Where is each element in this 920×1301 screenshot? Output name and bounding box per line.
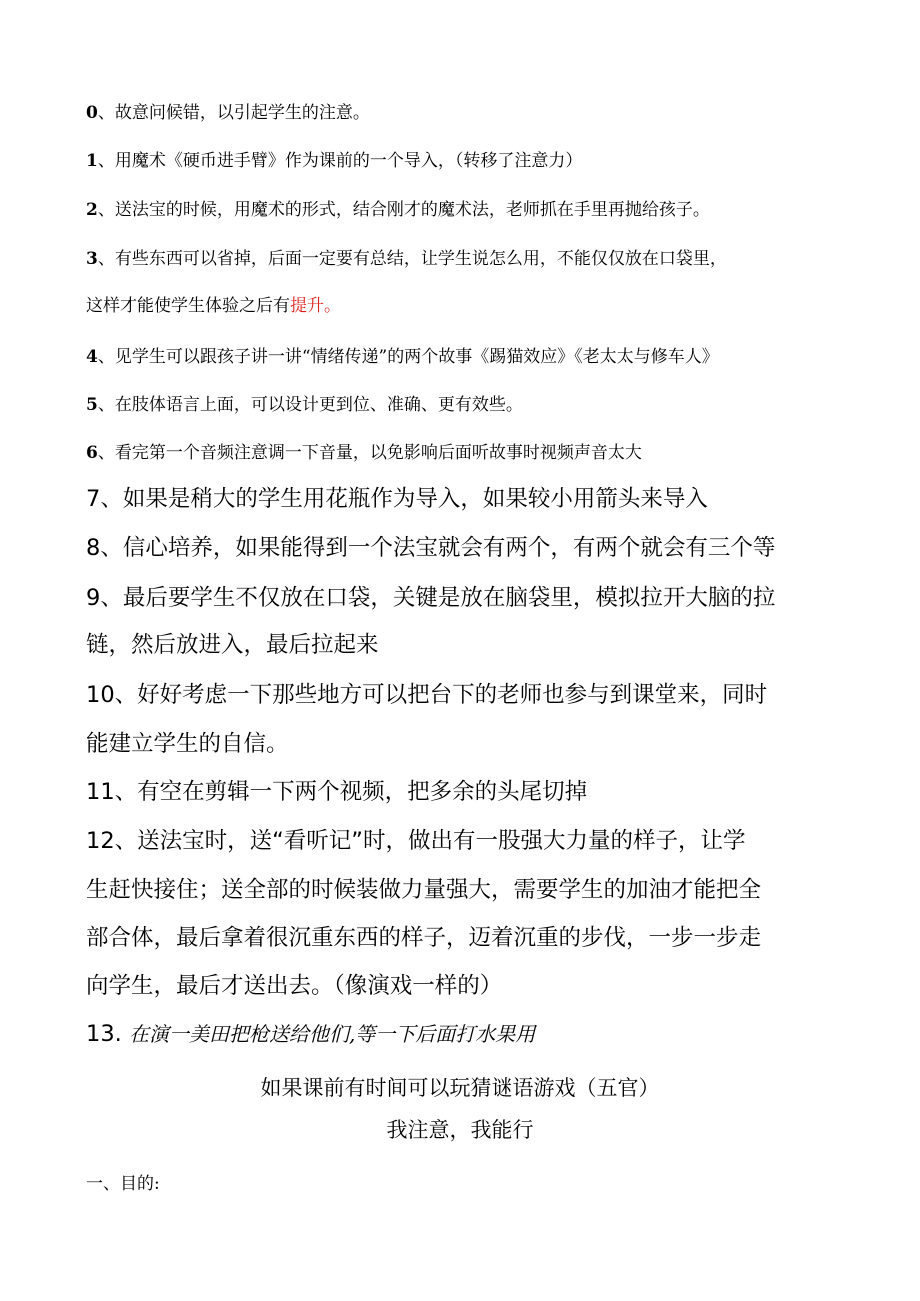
note-text: 、如果是稍大的学生用花瓶作为导入，如果较小用箭头来导入	[100, 486, 708, 512]
note-text: 、在肢体语言上面，可以设计更到位、准确、更有效些。	[97, 395, 523, 415]
note-text: 、好好考虑一下那些地方可以把台下的老师也参与到课堂来，同时	[114, 682, 768, 708]
note-1	[86, 146, 582, 171]
note-number: 2	[86, 200, 98, 220]
section-heading: 一、目的:	[86, 1174, 160, 1194]
note-number: 12	[86, 828, 115, 854]
note-0	[86, 98, 370, 123]
note-number: 0	[86, 103, 98, 123]
note-text: 、送法宝的时候，用魔术的形式，结合刚才的魔术法，老师抓在手里再抛给孩子。	[97, 200, 710, 220]
note-text: 、有空在剪辑一下两个视频，把多余的头尾切掉	[114, 779, 588, 805]
note-12-continued	[86, 872, 761, 904]
note-number: 11	[86, 779, 115, 805]
note-text: 、见学生可以跟孩子讲一讲“情绪传递”的两个故事《踢猫效应》《老太太与修车人》	[97, 347, 719, 367]
note-8	[86, 530, 775, 562]
note-text: 、有些东西可以省掉，后面一定要有总结，让学生说怎么用，不能仅仅放在口袋里，	[97, 249, 727, 269]
note-9-continued	[86, 627, 379, 659]
note-text: 能建立学生的自信。	[86, 731, 289, 757]
note-2	[86, 195, 710, 220]
note-text: 、故意问候错，以引起学生的注意。	[97, 103, 370, 123]
note-7	[86, 481, 708, 513]
note-13	[86, 1018, 535, 1047]
note-number: 7	[86, 486, 101, 512]
note-text: 向学生，最后才送出去。（像演戏一样的）	[86, 973, 503, 999]
note-4	[86, 342, 719, 367]
note-3-continued	[86, 291, 341, 316]
note-number: 13.	[86, 1021, 122, 1047]
note-10	[86, 677, 767, 709]
note-number: 4	[86, 347, 98, 367]
note-3	[86, 244, 727, 269]
note-text: 在演一美田把枪送给他们,等一下后面打水果用	[128, 1022, 536, 1046]
note-text-end: 。	[324, 296, 341, 316]
note-12-continued-3	[86, 968, 502, 1000]
note-number: 3	[86, 249, 98, 269]
note-number: 5	[86, 395, 98, 415]
note-number: 8	[86, 535, 101, 561]
note-text: 、最后要学生不仅放在口袋，关键是放在脑袋里，模拟拉开大脑的拉	[100, 585, 776, 611]
note-6	[86, 438, 642, 463]
note-number: 10	[86, 682, 115, 708]
note-text: 、送法宝时，送“看听记”时，做出有一股强大力量的样子，让学	[114, 828, 746, 854]
note-9	[86, 580, 775, 612]
note-text: 部合体，最后拿着很沉重东西的样子，迈着沉重的步伐，一步一步走	[86, 925, 762, 951]
note-text: 链，然后放进入，最后拉起来	[86, 632, 379, 658]
note-text: 、信心培养，如果能得到一个法宝就会有两个，有两个就会有三个等	[100, 535, 776, 561]
note-10-continued	[86, 726, 289, 758]
note-text: 生赶快接住；送全部的时候装做力量强大，需要学生的加油才能把全	[86, 877, 762, 903]
note-5	[86, 390, 523, 415]
note-12-continued-2	[86, 920, 761, 952]
note-text: 、看完第一个音频注意调一下音量，以免影响后面听故事时视频声音太大	[97, 443, 642, 463]
note-number: 6	[86, 443, 98, 463]
note-text: 、用魔术《硬币进手臂》作为课前的一个导入，（转移了注意力）	[97, 151, 583, 171]
highlight-text: 提升	[290, 296, 324, 316]
note-number: 9	[86, 585, 101, 611]
note-text: 这样才能使学生体验之后有	[86, 296, 290, 316]
note-11	[86, 774, 587, 806]
note-number: 1	[86, 151, 98, 171]
center-title-line-1: 如果课前有时间可以玩猜谜语游戏（五官）	[260, 1076, 660, 1100]
note-12	[86, 823, 745, 855]
center-title-line-2: 我注意，我能行	[386, 1118, 534, 1142]
